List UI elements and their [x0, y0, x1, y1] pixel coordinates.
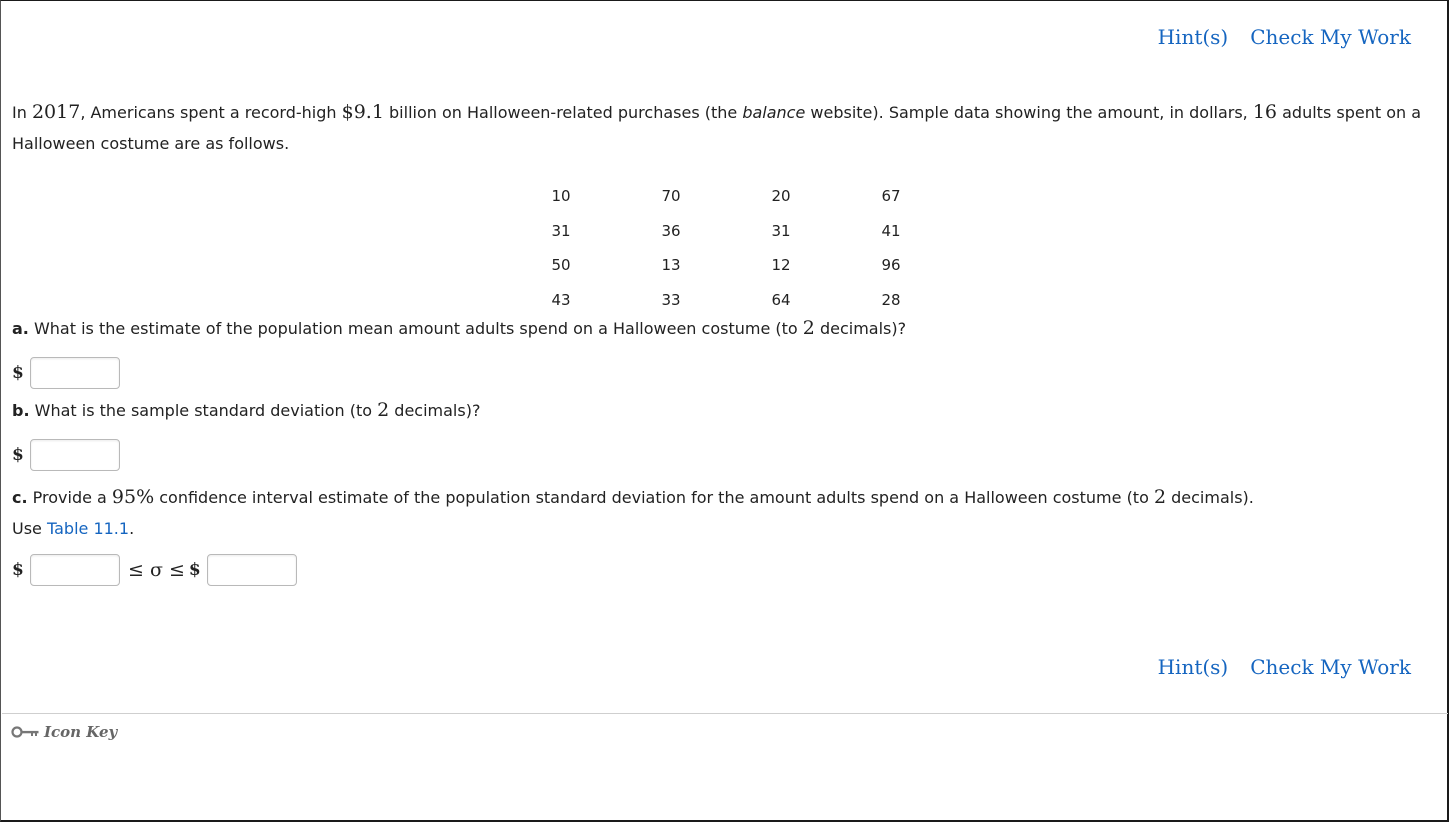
table-cell: 43	[551, 290, 571, 309]
ci-lower-input[interactable]	[30, 554, 120, 586]
table-cell: 36	[661, 221, 681, 240]
intro-year: 2017	[31, 101, 81, 123]
hints-link[interactable]: Hint(s)	[1157, 25, 1229, 49]
currency-sign: $	[188, 560, 201, 580]
confidence-level: 95%	[111, 486, 155, 508]
intro-text: billion on Halloween-related purchases (the	[383, 103, 743, 122]
ci-upper-input[interactable]	[207, 554, 297, 586]
question-text: .	[129, 519, 135, 538]
icon-key-link[interactable]	[11, 723, 117, 741]
table-cell: 67	[881, 187, 901, 206]
question-number: 2	[1153, 486, 1167, 508]
problem-content	[12, 97, 1437, 581]
table-cell: 41	[881, 221, 901, 240]
header-links	[1136, 25, 1411, 49]
mean-answer-input[interactable]	[30, 357, 120, 389]
answer-c-row	[12, 553, 297, 587]
intro-text: adults spent on a Halloween costume are as follows.	[12, 103, 1422, 153]
question-label: b.	[12, 401, 30, 420]
intro-text: In	[12, 103, 32, 122]
table-cell: 70	[661, 187, 681, 206]
table-cell: 20	[771, 187, 791, 206]
sample-data-table	[550, 179, 990, 317]
key-icon	[11, 724, 41, 740]
table-11-1-link[interactable]: Table 11.1	[46, 519, 130, 538]
question-label: c.	[12, 488, 28, 507]
icon-key-label: Icon Key	[44, 723, 118, 741]
currency-sign: $	[12, 560, 24, 580]
std-dev-answer-input[interactable]	[30, 439, 120, 471]
question-text: decimals)?	[389, 401, 481, 420]
intro-text: , Americans spent a record-high	[80, 103, 342, 122]
check-my-work-link[interactable]: Check My Work	[1250, 655, 1411, 679]
answer-a-row	[12, 356, 120, 390]
intro-paragraph	[12, 97, 1437, 159]
question-text: confidence interval estimate of the population standard deviation for the amount adults spend on a Halloween costume (to	[154, 488, 1154, 507]
question-a-text	[12, 317, 906, 339]
answer-b-row	[12, 438, 120, 472]
table-cell: 33	[661, 290, 681, 309]
inequality-symbols: ≤ σ ≤	[128, 559, 185, 581]
question-text: Use	[12, 519, 47, 538]
footer-links	[1136, 655, 1411, 679]
divider	[2, 713, 1448, 714]
question-label: a.	[12, 319, 29, 338]
intro-source: balance	[742, 103, 806, 122]
table-cell: 31	[771, 221, 791, 240]
table-row	[550, 214, 990, 249]
check-my-work-link[interactable]: Check My Work	[1250, 25, 1411, 49]
table-cell: 31	[551, 221, 571, 240]
question-text: decimals)?	[814, 319, 907, 338]
table-cell: 50	[551, 256, 571, 275]
currency-sign: $	[12, 363, 24, 383]
question-number: 2	[802, 317, 815, 339]
question-text: decimals).	[1166, 488, 1254, 507]
hints-link[interactable]: Hint(s)	[1157, 655, 1229, 679]
intro-count: 16	[1252, 101, 1278, 123]
question-text: What is the estimate of the population mean amount adults spend on a Halloween costume (to	[28, 319, 803, 338]
table-cell: 96	[881, 256, 901, 275]
question-text: What is the sample standard deviation (to	[29, 401, 378, 420]
table-cell: 12	[771, 256, 791, 275]
table-cell: 10	[551, 187, 571, 206]
table-row	[550, 179, 990, 214]
table-row	[550, 248, 990, 283]
question-c-text	[12, 482, 1254, 544]
table-cell: 28	[881, 290, 901, 309]
question-number: 2	[377, 399, 390, 421]
currency-sign: $	[12, 445, 24, 465]
table-cell: 13	[661, 256, 681, 275]
question-text: Provide a	[27, 488, 112, 507]
table-row	[550, 283, 990, 318]
intro-text: website). Sample data showing the amount, in dollars,	[805, 103, 1253, 122]
table-cell: 64	[771, 290, 791, 309]
question-b-text	[12, 399, 480, 421]
intro-amount: $9.1	[341, 101, 384, 123]
